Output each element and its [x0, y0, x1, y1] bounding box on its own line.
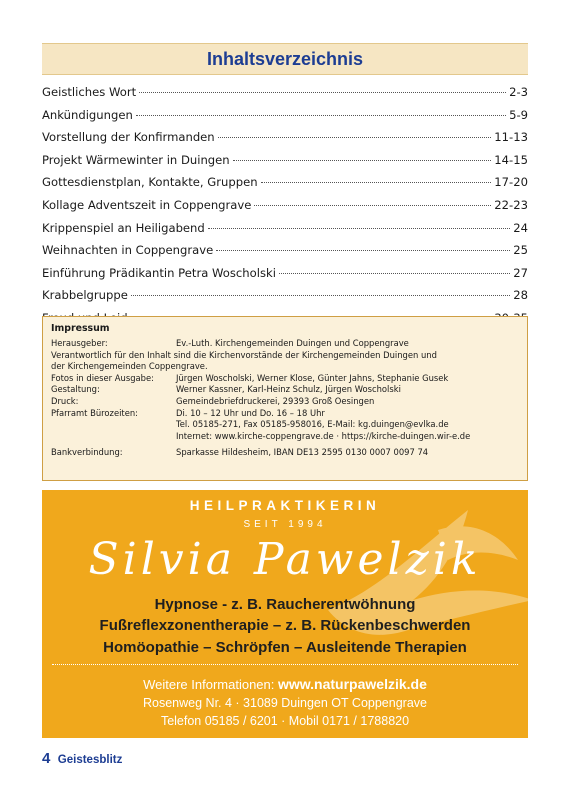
toc-item[interactable]	[42, 85, 528, 108]
toc-item-title: Projekt Wärmewinter in Duingen	[42, 152, 230, 167]
toc-leader-dots	[218, 137, 492, 138]
impressum-value: Sparkasse Hildesheim, IBAN DE13 2595 0130 0007 0097 74	[176, 447, 429, 458]
impressum-value: Ev.-Luth. Kirchengemeinden Duingen und Coppengrave	[176, 338, 409, 348]
ad-website-link[interactable]: www.naturpawelzik.de	[278, 676, 427, 692]
toc-item-pages: 5-9	[509, 107, 528, 122]
impressum-row-internet	[51, 431, 519, 443]
toc-list	[42, 85, 528, 334]
toc-item-pages: 28	[513, 288, 528, 303]
toc-header	[42, 43, 528, 75]
ad-info-line	[42, 676, 528, 692]
toc-item[interactable]	[42, 108, 528, 131]
toc-item[interactable]	[42, 153, 528, 176]
ad-address: Rosenweg Nr. 4 · 31089 Duingen OT Coppengrave	[143, 696, 427, 710]
impressum-label: Gestaltung:	[51, 384, 100, 395]
toc-leader-dots	[136, 115, 506, 116]
toc-item[interactable]	[42, 243, 528, 266]
impressum-verantwortlich-line2: der Kirchengemeinden Coppengrave.	[51, 361, 208, 372]
toc-leader-dots	[233, 160, 492, 161]
toc-leader-dots	[279, 273, 510, 274]
toc-item[interactable]	[42, 288, 528, 311]
impressum-label: Druck:	[51, 395, 79, 406]
impressum-value: Di. 10 – 12 Uhr und Do. 16 – 18 Uhr	[176, 407, 325, 418]
toc-item-pages: 27	[513, 265, 528, 280]
ad-service-line-1: Hypnose - z. B. Raucherentwöhnung	[154, 596, 416, 613]
toc-item-title: Vorstellung der Konfirmanden	[42, 130, 215, 145]
ad-since: SEIT 1994	[243, 519, 327, 530]
toc-leader-dots	[261, 182, 492, 183]
ad-service-line-2: Fußreflexzonentherapie – z. B. Rückenbeschwerden	[99, 617, 471, 634]
impressum-value: Werner Kassner, Karl-Heinz Schulz, Jürgen Woscholski	[176, 384, 401, 395]
toc-item[interactable]	[42, 130, 528, 153]
ad-practitioner-name: Silvia Pawelzik	[88, 534, 482, 585]
impressum-label: Herausgeber:	[51, 338, 108, 348]
toc-item-pages: 11-13	[494, 130, 528, 145]
impressum-label: Fotos in dieser Ausgabe:	[51, 372, 154, 383]
advertisement	[42, 490, 528, 738]
impressum-row-contact	[51, 419, 519, 431]
toc-item[interactable]	[42, 175, 528, 198]
impressum-row-druck	[51, 396, 519, 408]
toc-item-title: Krabbelgruppe	[42, 288, 128, 303]
toc-item-title: Geistliches Wort	[42, 85, 137, 99]
impressum-row-fotos	[51, 373, 519, 385]
toc-item-title: Ankündigungen	[42, 107, 133, 122]
impressum-row-herausgeber	[51, 338, 519, 350]
toc-leader-dots	[216, 250, 510, 251]
ad-dotted-divider	[52, 664, 518, 665]
toc-item-title: Einführung Prädikantin Petra Woscholski	[42, 265, 276, 280]
toc-item-title: Gottesdienstplan, Kontakte, Gruppen	[42, 175, 258, 190]
impressum-row-gestaltung	[51, 384, 519, 396]
impressum-label: Bankverbindung:	[51, 447, 123, 458]
impressum-verantwortlich-line1: Verantwortlich für den Inhalt sind die Kirchenvorstände der Kirchengemeinden Duingen und	[51, 349, 437, 360]
toc-item-pages: 2-3	[509, 85, 528, 99]
toc-item[interactable]	[42, 198, 528, 221]
toc-leader-dots	[139, 92, 506, 93]
toc-item[interactable]	[42, 221, 528, 244]
toc-item-title: Weihnachten in Coppengrave	[42, 243, 214, 258]
impressum-value: Jürgen Woscholski, Werner Klose, Günter Jahns, Stephanie Gusek	[176, 372, 449, 383]
toc-item-pages: 22-23	[494, 197, 528, 212]
toc-item-pages: 24	[513, 220, 528, 235]
ad-info-label: Weitere Informationen:	[143, 677, 275, 692]
toc-item-title: Kollage Adventszeit in Coppengrave	[42, 197, 252, 212]
impressum-label: Pfarramt Bürozeiten:	[51, 407, 138, 418]
toc-item-pages: 25	[513, 243, 528, 258]
impressum-contact: Tel. 05185-271, Fax 05185-958016, E-Mail: kg.duingen@evlka.de	[176, 419, 449, 430]
magazine-name: Geistesblitz	[57, 754, 123, 766]
toc-item-title: Krippenspiel an Heiligabend	[42, 220, 205, 235]
page-footer	[42, 750, 122, 768]
impressum-row-bank	[51, 447, 519, 459]
ad-title: HEILPRAKTIKERIN	[189, 498, 381, 513]
toc-item-pages: 17-20	[494, 175, 528, 190]
impressum-internet: Internet: www.kirche-coppengrave.de · https://kirche-duingen.wir-e.de	[176, 430, 471, 441]
toc-leader-dots	[208, 228, 510, 229]
toc-title: Inhaltsverzeichnis	[206, 48, 364, 69]
toc-leader-dots	[131, 295, 510, 296]
impressum-row-pfarramt	[51, 408, 519, 420]
toc-item[interactable]	[42, 266, 528, 289]
impressum-box	[42, 316, 528, 481]
impressum-heading: Impressum	[51, 323, 110, 334]
toc-item-pages: 14-15	[494, 152, 528, 167]
impressum-value: Gemeindebriefdruckerei, 29393 Groß Oesingen	[176, 395, 375, 406]
page-number: 4	[42, 750, 51, 767]
ad-phone: Telefon 05185 / 6201 · Mobil 0171 / 1788820	[160, 714, 410, 728]
toc-leader-dots	[254, 205, 491, 206]
ad-service-line-3: Homöopathie – Schröpfen – Ausleitende Therapien	[103, 639, 467, 656]
